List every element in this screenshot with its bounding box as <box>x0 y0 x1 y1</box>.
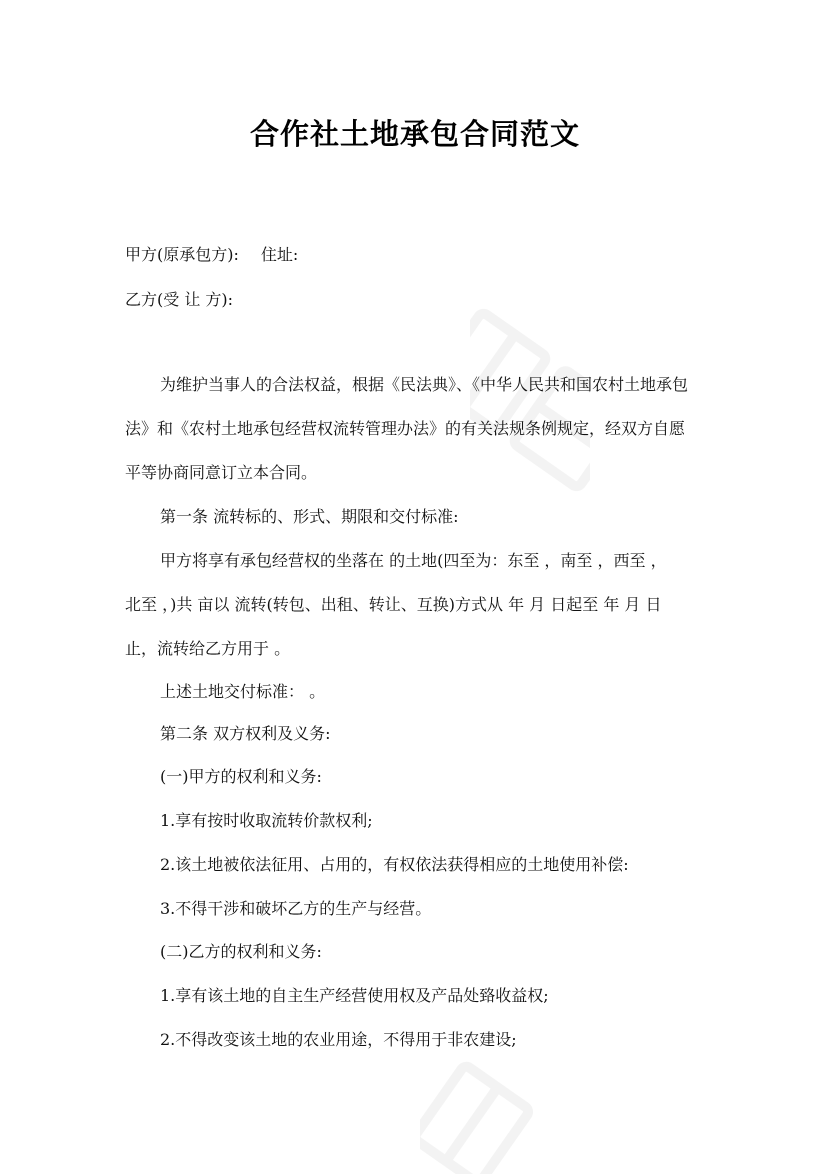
party-a-address-label: 住址: <box>260 245 299 264</box>
preamble-line: 为维护当事人的合法权益，根据《民法典》、《中华人民共和国农村土地承包 <box>160 375 689 394</box>
party-b-rights-heading: (二)乙方的权利和义务: <box>160 942 322 961</box>
article-2-heading: 第二条 双方权利及义务: <box>160 724 331 743</box>
party-b-right-item: 1.享有该土地的自主生产经营使用权及产品处臵收益权; <box>160 986 549 1005</box>
party-b-label: 乙方(受 让 方): <box>125 290 234 309</box>
preamble-line: 平等协商同意订立本合同。 <box>125 463 318 482</box>
party-a-right-item: 1.享有按时收取流转价款权利; <box>160 811 373 830</box>
article-1-heading: 第一条 流转标的、形式、期限和交付标准: <box>160 507 459 526</box>
party-a-line <box>125 243 710 267</box>
party-a-right-item: 3.不得干涉和破坏乙方的生产与经营。 <box>160 899 432 918</box>
document-title: 合作社土地承包合同范文 <box>249 117 580 151</box>
delivery-standard: 上述土地交付标准： 。 <box>160 682 326 701</box>
party-a-right-item: 2.该土地被依法征用、占用的，有权依法获得相应的土地使用补偿: <box>160 855 629 874</box>
party-a-rights-heading: (一)甲方的权利和义务: <box>160 767 322 786</box>
party-b-right-item: 2.不得改变该土地的农业用途，不得用于非农建设; <box>160 1030 517 1049</box>
article-1-line: 甲方将享有承包经营权的坐落在 的土地(四至为：东至 ，南至 ，西至 ， <box>160 551 667 570</box>
article-1-line: 北至 ，)共 亩以 流转(转包、出租、转让、互换)方式从 年 月 日起至 年 月 日 <box>125 595 662 614</box>
watermark-graphic <box>420 1060 540 1174</box>
article-1-line: 止，流转给乙方用于 。 <box>125 639 291 658</box>
party-a-label: 甲方(原承包方): <box>125 245 239 264</box>
preamble-line: 法》和《农村土地承包经营权流转管理办法》的有关法规条例规定，经双方自愿 <box>125 419 686 438</box>
